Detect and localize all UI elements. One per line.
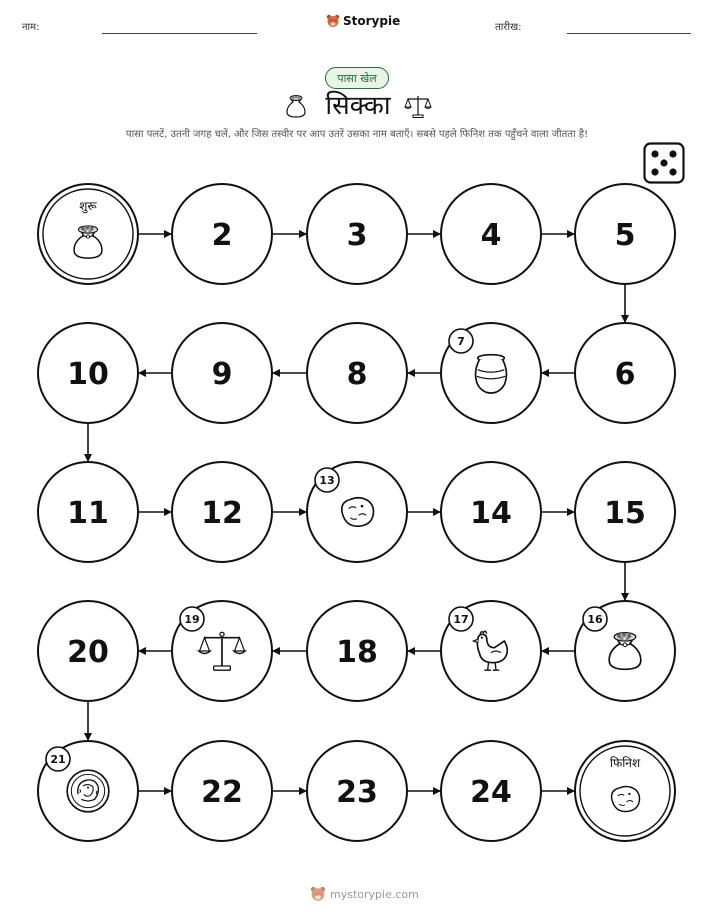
board-space-21[interactable] <box>38 741 138 841</box>
space-number: 20 <box>67 635 109 670</box>
board-space-24[interactable] <box>441 741 541 841</box>
space-number: 6 <box>614 357 636 392</box>
game-type-badge: पासा खेल <box>325 67 389 89</box>
bear-logo-icon <box>310 886 326 902</box>
board-space-8[interactable] <box>307 323 407 423</box>
lion-coin-icon <box>67 770 109 812</box>
rock-icon <box>612 786 640 811</box>
space-number: 4 <box>480 218 502 253</box>
space-number: 11 <box>67 496 109 531</box>
board-space-11[interactable] <box>38 462 138 562</box>
pot-icon <box>476 355 507 393</box>
dice-pip <box>669 168 676 175</box>
finish-label: फिनिश <box>609 756 641 770</box>
coin-sack-icon <box>74 226 102 258</box>
board-space-18[interactable] <box>307 601 407 701</box>
space-number: 21 <box>50 753 66 766</box>
space-number: 12 <box>201 496 243 531</box>
space-number: 2 <box>211 218 233 253</box>
board-space-6[interactable] <box>575 323 675 423</box>
space-number: 22 <box>201 775 243 810</box>
space-number: 17 <box>453 613 469 626</box>
space-number: 13 <box>319 474 335 487</box>
brand-name: Storypie <box>343 14 401 28</box>
board-space-16[interactable] <box>575 601 675 701</box>
space-number: 5 <box>614 218 636 253</box>
space-number: 3 <box>346 218 368 253</box>
dice-icon <box>643 142 685 184</box>
space-number: 9 <box>211 357 233 392</box>
board-space-13[interactable] <box>307 462 407 562</box>
space-number: 16 <box>587 613 603 626</box>
dice-pip <box>651 168 658 175</box>
board-space-2[interactable] <box>172 184 272 284</box>
board-space-1[interactable] <box>38 184 138 284</box>
dice-pip <box>669 150 676 157</box>
space-number: 14 <box>470 496 512 531</box>
space-number: 15 <box>604 496 646 531</box>
date-label: तारीख: <box>495 22 522 33</box>
start-label: शुरू <box>79 199 97 213</box>
instructions: पासा पलटें, उतनी जगह चलें, और जिस तस्वीर पर आप उतरें उसका नाम बताएँ। सबसे पहले फिनिश तक पहुँचने वाला जीतता है! <box>125 129 589 140</box>
board-space-23[interactable] <box>307 741 407 841</box>
board-space-19[interactable] <box>172 601 272 701</box>
space-number: 8 <box>346 357 368 392</box>
board-space-22[interactable] <box>172 741 272 841</box>
name-label: नाम: <box>22 22 40 33</box>
board-space-25[interactable] <box>575 741 675 841</box>
dice-pip <box>660 159 667 166</box>
board-space-7[interactable] <box>441 323 541 423</box>
space-number: 19 <box>184 613 200 626</box>
board-space-14[interactable] <box>441 462 541 562</box>
board-space-20[interactable] <box>38 601 138 701</box>
rock-icon <box>342 498 374 526</box>
footer-site: mystorypie.com <box>330 887 419 901</box>
board-space-10[interactable] <box>38 323 138 423</box>
dice-pip <box>651 150 658 157</box>
space-number: 24 <box>470 775 512 810</box>
board-space-5[interactable] <box>575 184 675 284</box>
board-space-17[interactable] <box>441 601 541 701</box>
space-number: 23 <box>336 775 378 810</box>
space-number: 7 <box>457 335 465 348</box>
board-space-15[interactable] <box>575 462 675 562</box>
coin-sack-icon <box>609 633 641 670</box>
board-space-9[interactable] <box>172 323 272 423</box>
page-title: सिक्का <box>325 91 391 121</box>
board-space-4[interactable] <box>441 184 541 284</box>
board-space-3[interactable] <box>307 184 407 284</box>
board-space-12[interactable] <box>172 462 272 562</box>
space-number: 18 <box>336 635 378 670</box>
space-number: 10 <box>67 357 109 392</box>
footer <box>310 886 419 902</box>
